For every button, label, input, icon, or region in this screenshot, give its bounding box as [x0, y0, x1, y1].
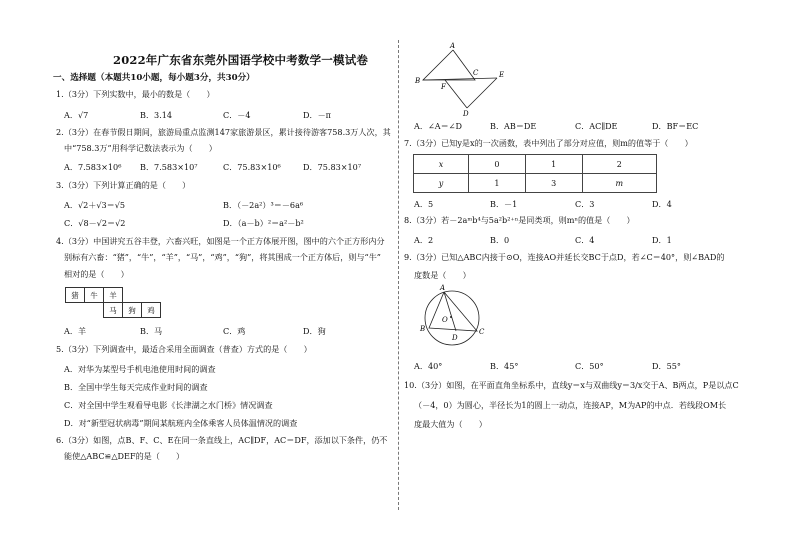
question-1: 1.（3分）下列实数中，最小的数是（ ） — [56, 89, 215, 99]
q7-option-b: B．－1 — [490, 199, 518, 209]
fig6-label: F — [441, 83, 446, 91]
question-9-line2: 度数是（ ） — [414, 270, 471, 280]
q6-option-a: A．∠A＝∠D — [414, 121, 462, 131]
question-6-line2: 能使△ABC≌△DEF的是（ ） — [64, 451, 185, 461]
q7-option-c: C．3 — [575, 199, 595, 209]
q3-option-d: D．（a－b）²＝a²－b² — [223, 218, 304, 228]
q1-option-d: D．－π — [303, 110, 331, 120]
q6-triangle-figure — [405, 40, 515, 118]
q9-circle-figure — [418, 284, 490, 350]
question-2-line1: 2.（3分）在春节假日期间，旅游局重点监测147家旅游景区，累计接待游客758.3万人次，其 — [56, 127, 391, 137]
fig9-label: B — [420, 325, 426, 333]
q9-option-a: A．40° — [414, 361, 443, 371]
fig6-label: C — [473, 69, 479, 77]
fig6-label: D — [463, 110, 469, 118]
question-4-line1: 4.（3分）中国讲究五谷丰登，六畜兴旺，如图是一个正方体展开图，图中的六个正方形内分 — [56, 236, 385, 246]
q5-option-c: C．对全国中学生观看导电影《长津湖之水门桥》情况调查 — [64, 400, 273, 410]
question-4-line3: 相对的是（ ） — [64, 269, 129, 279]
q4-option-d: D．狗 — [303, 326, 326, 336]
q6-option-d: D．BF＝EC — [652, 121, 699, 131]
question-4-line2: 别标有六畜：“猪”，“牛”，“羊”，“马”，“鸡”，“狗”，将其围成一个正方体后，则与“牛” — [64, 252, 381, 262]
q2-option-b: B．7.583×10⁷ — [140, 162, 198, 172]
q7-value-table — [413, 154, 657, 193]
q5-option-b: B．全国中学生每天完成作业时间的调查 — [64, 382, 208, 392]
net-cell: 鸡 — [142, 303, 161, 318]
page-title: 2022年广东省东莞外国语学校中考数学一模试卷 — [113, 53, 369, 67]
q5-option-a: A．对华为某型号手机电池使用时间的调查 — [64, 364, 216, 374]
net-cell: 羊 — [104, 288, 123, 303]
q9-option-b: B．45° — [490, 361, 519, 371]
fig6-label: A — [450, 42, 456, 50]
fig6-label: B — [415, 77, 421, 85]
question-9-line1: 9.（3分）已知△ABC内接于⊙O，连接AO并延长交BC于点D，若∠C＝40°，则∠BAD的 — [404, 252, 725, 262]
q7-option-d: D．4 — [652, 199, 672, 209]
q4-option-c: C．鸡 — [223, 326, 246, 336]
q3-option-c: C．√8－√2＝√2 — [64, 218, 126, 228]
table-cell: m — [582, 174, 656, 193]
q5-option-d: D．对“新型冠状病毒”期间某航班内全体乘客人员体温情况的调查 — [64, 418, 298, 428]
q1-option-c: C．－4 — [223, 110, 251, 120]
table-cell: 2 — [582, 155, 656, 174]
question-7: 7.（3分）已知y是x的一次函数，表中列出了部分对应值，则m的值等于（ ） — [404, 138, 693, 148]
net-cell: 马 — [104, 303, 123, 318]
question-2-line2: 中“758.3万”用科学记数法表示为（ ） — [64, 143, 217, 153]
net-cell: 狗 — [123, 303, 142, 318]
q2-option-d: D．75.83×10⁷ — [303, 162, 362, 172]
q3-option-b: B．（－2a²）³＝－6a⁶ — [223, 200, 304, 210]
table-cell: y — [414, 174, 469, 193]
q9-option-c: C．50° — [575, 361, 604, 371]
q7-option-a: A．5 — [414, 199, 434, 209]
q8-option-c: C．4 — [575, 235, 595, 245]
question-6-line1: 6.（3分）如图，点B、F、C、E在同一条直线上，AC∥DF，AC＝DF，添加以下条件，仍不 — [56, 435, 388, 445]
cube-net-figure — [65, 287, 161, 318]
q2-option-a: A．7.583×10⁶ — [64, 162, 122, 172]
q8-option-d: D．1 — [652, 235, 672, 245]
section-heading: 一、选择题（本题共10小题，每小题3分，共30分） — [53, 73, 255, 83]
question-5: 5.（3分）下列调查中，最适合采用全面调查（普查）方式的是（ ） — [56, 344, 312, 354]
fig9-label: A — [440, 284, 446, 292]
table-cell: 1 — [469, 174, 526, 193]
question-3: 3.（3分）下列计算正确的是（ ） — [56, 180, 191, 190]
q2-option-c: C．75.83×10⁶ — [223, 162, 281, 172]
fig9-label: D — [452, 334, 458, 342]
q3-option-a: A．√2＋√3＝√5 — [64, 200, 126, 210]
fig9-label: C — [479, 328, 485, 336]
q6-option-c: C．AC∥DE — [575, 121, 618, 131]
q6-option-b: B．AB＝DE — [490, 121, 537, 131]
question-10-line3: 度最大值为（ ） — [414, 419, 487, 429]
q1-option-a: A．√7 — [64, 110, 89, 120]
q8-option-b: B．0 — [490, 235, 510, 245]
net-cell: 牛 — [85, 288, 104, 303]
table-cell: 1 — [525, 155, 582, 174]
question-10-line1: 10.（3分）如图，在平面直角坐标系中，直线y＝x与双曲线y＝3/x交于A、B两点，P是以点C — [404, 380, 739, 390]
fig9-label: O — [442, 316, 448, 324]
q4-option-b: B．马 — [140, 326, 163, 336]
q9-option-d: D．55° — [652, 361, 681, 371]
column-divider — [398, 40, 399, 510]
q8-option-a: A．2 — [414, 235, 434, 245]
fig6-label: E — [499, 71, 505, 79]
q4-option-a: A．羊 — [64, 326, 87, 336]
table-cell: 3 — [525, 174, 582, 193]
net-cell: 猪 — [66, 288, 85, 303]
table-cell: x — [414, 155, 469, 174]
question-10-line2: （－4，0）为圆心，半径长为1的圆上一动点，连接AP，M为AP的中点．若线段OM长 — [414, 400, 727, 410]
q1-option-b: B．3.14 — [140, 110, 173, 120]
question-8: 8.（3分）若－2aᵐb⁴与5a²b²⁺ⁿ是同类项，则mⁿ的值是（ ） — [404, 215, 635, 225]
table-cell: 0 — [469, 155, 526, 174]
